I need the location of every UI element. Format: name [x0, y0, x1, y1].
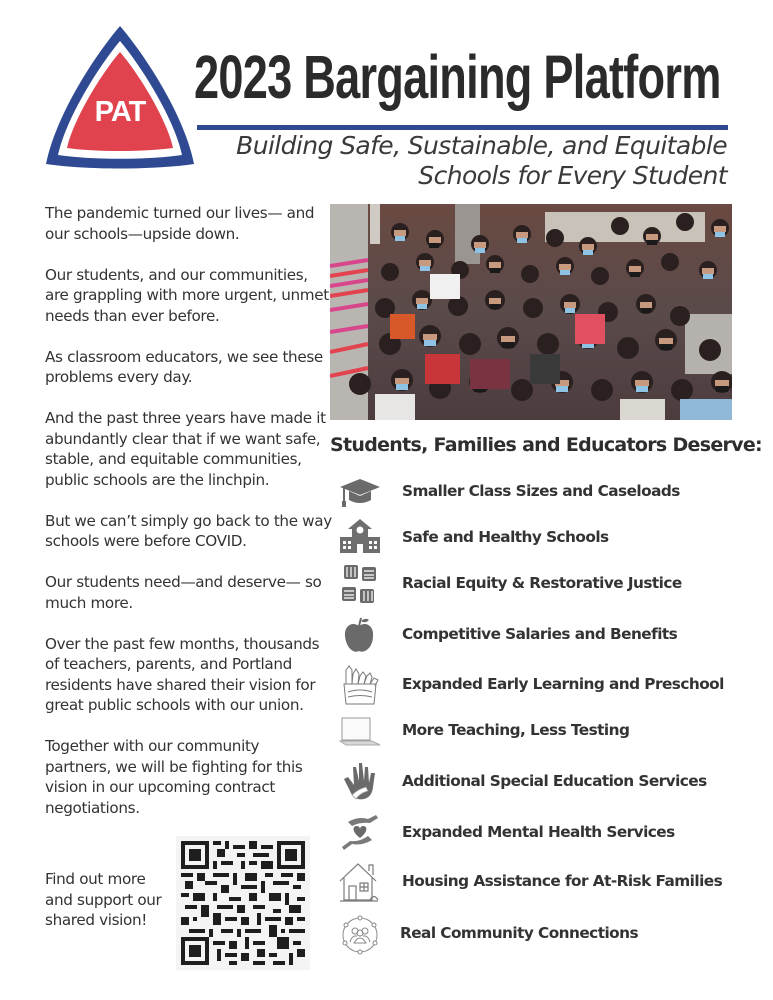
intro-paragraph: Our students need—and deserve— so much more. [45, 573, 322, 612]
helping-hands-icon [338, 761, 382, 805]
deserve-item [338, 563, 758, 607]
deserve-item [338, 471, 758, 515]
intro-text [45, 203, 335, 839]
pat-logo [44, 24, 196, 169]
deserve-item-label: Real Community Connections [400, 924, 639, 942]
deserve-item-label: Safe and Healthy Schools [402, 528, 609, 546]
house-icon [338, 861, 382, 905]
deserve-item [338, 913, 758, 957]
title-underline [197, 125, 728, 130]
subtitle-line-1: Building Safe, Sustainable, and Equitable [236, 131, 727, 160]
deserve-item [338, 710, 758, 754]
deserve-item [338, 812, 758, 856]
qr-code[interactable] [176, 836, 310, 970]
students-photo [330, 204, 732, 420]
laptop-icon [338, 710, 382, 754]
deserve-heading: Students, Families and Educators Deserve: [330, 434, 762, 456]
graduation-cap-icon [338, 471, 382, 515]
intro-paragraph: And the past three years have made it abundantly clear that if we want safe, stable, and equitable communities, public schools are the linchpin. [45, 409, 326, 489]
community-circle-icon [338, 913, 382, 957]
deserve-item-label: Housing Assistance for At-Risk Families [402, 872, 723, 890]
crayons-icon [338, 664, 382, 708]
deserve-item [338, 664, 758, 708]
intro-paragraph: Over the past few months, thousands of teachers, parents, and Portland residents have shared their vision for great public schools with our union. [45, 634, 320, 714]
intro-paragraph: Together with our community partners, we will be fighting for this vision in our upcoming contract negotiations. [45, 737, 303, 817]
subtitle-line-2: Schools for Every Student [418, 161, 727, 190]
subtitle [207, 131, 727, 191]
heart-in-hands-icon [338, 812, 382, 856]
deserve-item [338, 614, 758, 658]
call-to-action: Find out more and support our shared vision! [45, 870, 162, 929]
deserve-item-label: Additional Special Education Services [402, 772, 707, 790]
intro-paragraph: The pandemic turned our lives— and our schools—upside down. [45, 204, 315, 243]
logo-text: PAT [94, 96, 146, 128]
page-title: 2023 Bargaining Platform [194, 43, 721, 111]
deserve-item-label: More Teaching, Less Testing [402, 721, 630, 739]
intro-paragraph: As classroom educators, we see these problems every day. [45, 347, 323, 386]
deserve-item [338, 761, 758, 805]
apple-icon [338, 614, 382, 658]
deserve-item-label: Expanded Early Learning and Preschool [402, 675, 724, 693]
school-building-icon [338, 517, 382, 561]
deserve-item-label: Competitive Salaries and Benefits [402, 625, 678, 643]
intro-paragraph: Our students, and our communities, are grappling with more urgent, unmet needs than ever before. [45, 265, 329, 325]
deserve-item [338, 517, 758, 561]
deserve-item-label: Smaller Class Sizes and Caseloads [402, 482, 680, 500]
deserve-item-label: Expanded Mental Health Services [402, 823, 675, 841]
deserve-item [338, 861, 758, 905]
joined-hands-icon [338, 563, 382, 607]
intro-paragraph: But we can’t simply go back to the way schools were before COVID. [45, 511, 332, 550]
deserve-item-label: Racial Equity & Restorative Justice [402, 574, 682, 592]
